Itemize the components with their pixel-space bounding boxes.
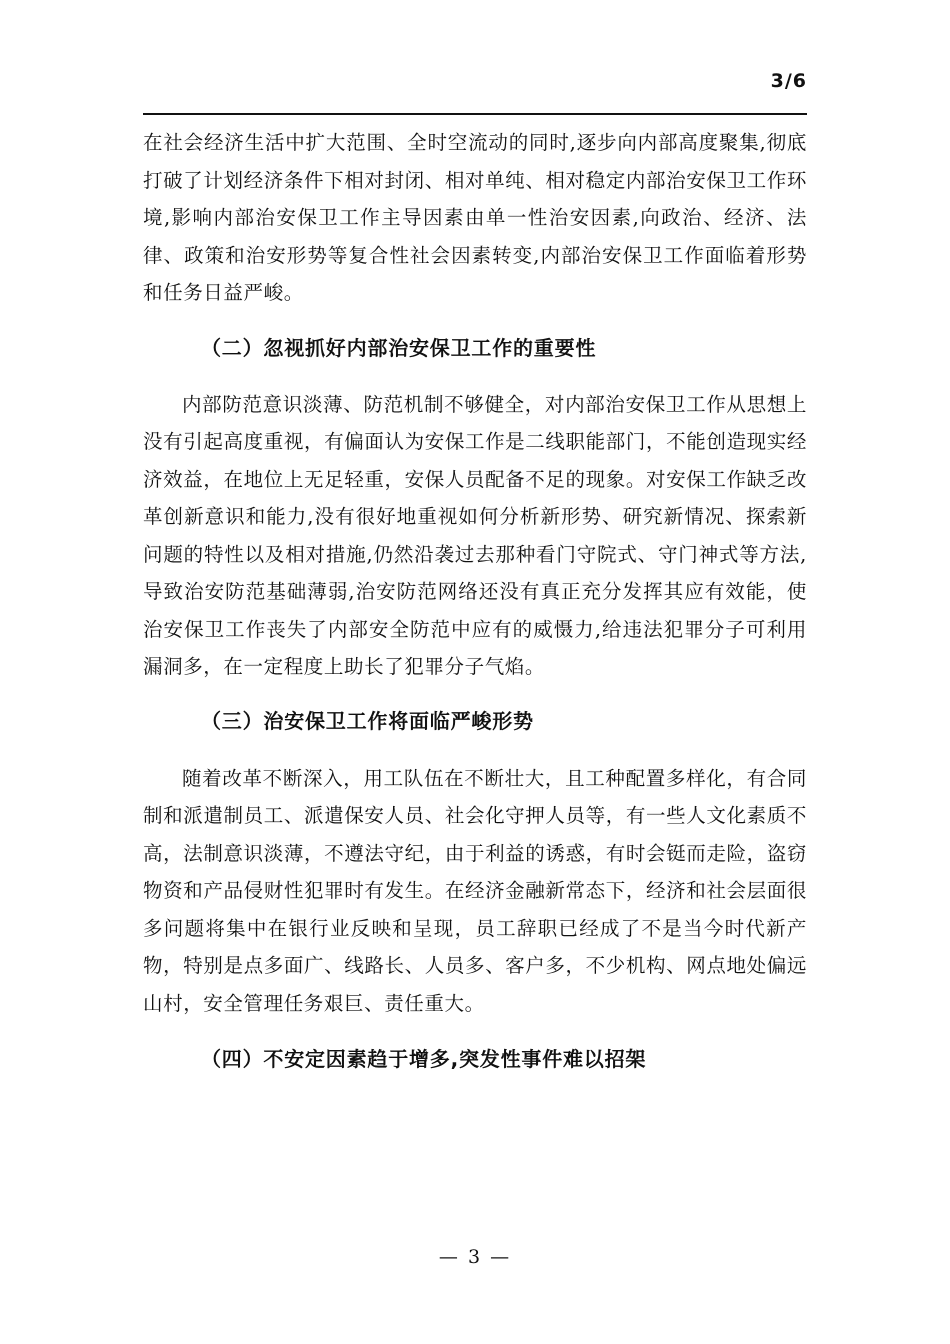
header-divider bbox=[143, 113, 807, 115]
body-paragraph: 随着改革不断深入，用工队伍在不断壮大，且工种配置多样化，有合同制和派遣制员工、派遣保安人员、社会化守押人员等，有一些人文化素质不高，法制意识淡薄，不遵法守纪，由于利益的诱惑，有时会铤而走险，盗窃物资和产品侵财性犯罪时有发生。在经济金融新常态下，经济和社会层面很多问题将集中在银行业反映和呈现，员工辞职已经成了不是当今时代新产物，特别是点多面广、线路长、人员多、客户多，不少机构、网点地处偏远山村，安全管理任务艰巨、责任重大。 bbox=[143, 766, 807, 1015]
footer-page-number: — 3 — bbox=[438, 1246, 512, 1268]
body-paragraph: 在社会经济生活中扩大范围、全时空流动的同时,逐步向内部高度聚集,彻底打破了计划经济条件下相对封闭、相对单纯、相对稳定内部治安保卫工作环境,影响内部治安保卫工作主导因素由单一性治安因素,向政治、经济、法律、政策和治安形势等复合性社会因素转变,内部治安保卫工作面临着形势和任务日益严峻。 bbox=[143, 131, 807, 304]
section-heading: （二）忽视抓好内部治安保卫工作的重要性 bbox=[201, 335, 597, 360]
section-heading: （四）不安定因素趋于增多,突发性事件难以招架 bbox=[201, 1047, 647, 1071]
body-paragraph: 内部防范意识淡薄、防范机制不够健全，对内部治安保卫工作从思想上没有引起高度重视，有偏面认为安保工作是二线职能部门，不能创造现实经济效益，在地位上无足轻重，安保人员配备不足的现象。对安保工作缺乏改革创新意识和能力,没有很好地重视如何分析新形势、研究新情况、探索新问题的特性以及相对措施,仍然沿袭过去那种看门守院式、守门神式等方法,导致治安防范基础薄弱,治安防范网络还没有真正充分发挥其应有效能，使治安保卫工作丧失了内部安全防范中应有的威慑力,给违法犯罪分子可利用漏洞多，在一定程度上助长了犯罪分子气焰。 bbox=[143, 392, 807, 678]
document-body bbox=[143, 124, 807, 1078]
section-heading: （三）治安保卫工作将面临严峻形势 bbox=[201, 708, 534, 733]
page-counter: 3/6 bbox=[770, 70, 807, 92]
